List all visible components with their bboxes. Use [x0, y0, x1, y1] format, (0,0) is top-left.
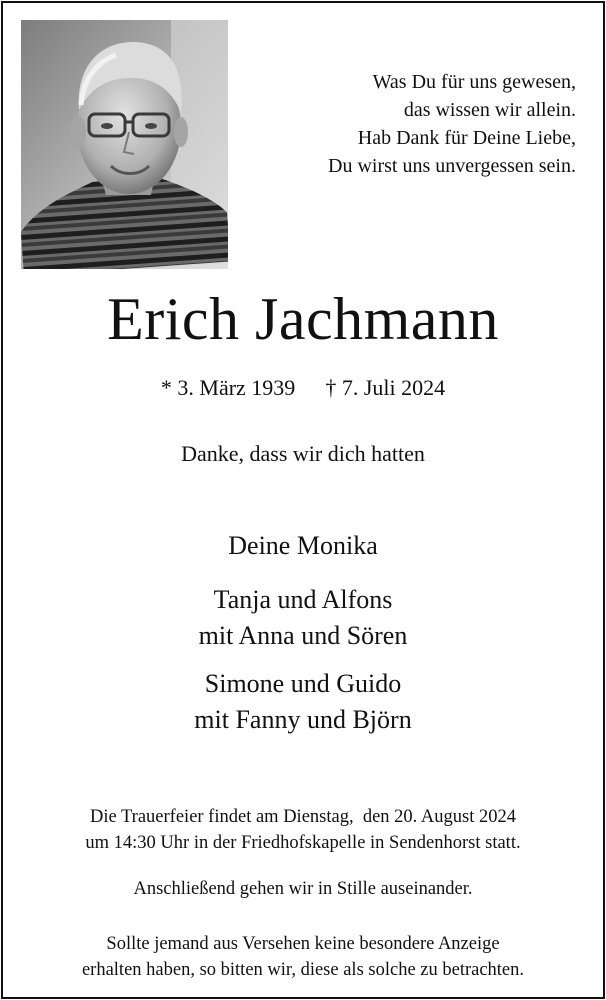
poem-line: Hab Dank für Deine Liebe, [357, 127, 576, 149]
family-line: mit Anna und Sören [198, 621, 408, 650]
death-date: † 7. Juli 2024 [325, 375, 446, 400]
service-info [3, 804, 603, 856]
family-line: Tanja und Alfons [213, 585, 393, 614]
spouse-group [3, 528, 603, 564]
disclaimer-line: erhalten haben, so bitten wir, diese als solche zu betrachten. [81, 960, 525, 980]
disclaimer-line: Sollte jemand aus Versehen keine besondere Anzeige [106, 934, 500, 954]
portrait-photo [21, 20, 228, 269]
poem-line: Du wirst uns unvergessen sein. [328, 155, 576, 177]
birth-date: * 3. März 1939 [160, 375, 296, 400]
family-group [3, 666, 603, 738]
family-group [3, 582, 603, 654]
disclaimer-note [3, 931, 603, 983]
deceased-name: Erich Jachmann [107, 286, 499, 352]
family-line: Simone und Guido [204, 669, 402, 698]
portrait-image [21, 20, 228, 269]
family-signatures [3, 528, 603, 750]
life-dates [3, 373, 603, 403]
obituary-frame [1, 1, 605, 999]
family-line: mit Fanny und Björn [194, 705, 412, 734]
thanks-line: Danke, dass wir dich hatten [181, 441, 425, 466]
poem-line: Was Du für uns gewesen, [372, 71, 576, 93]
service-line: Die Trauerfeier findet am Dienstag, den 20. August 2024 [90, 807, 516, 827]
farewell-note: Anschließend gehen wir in Stille auseinander. [133, 879, 473, 899]
memorial-poem [256, 68, 576, 180]
spouse-name: Deine Monika [228, 531, 378, 560]
poem-line: das wissen wir allein. [403, 99, 576, 121]
service-line: um 14:30 Uhr in der Friedhofskapelle in Sendenhorst statt. [85, 833, 521, 853]
